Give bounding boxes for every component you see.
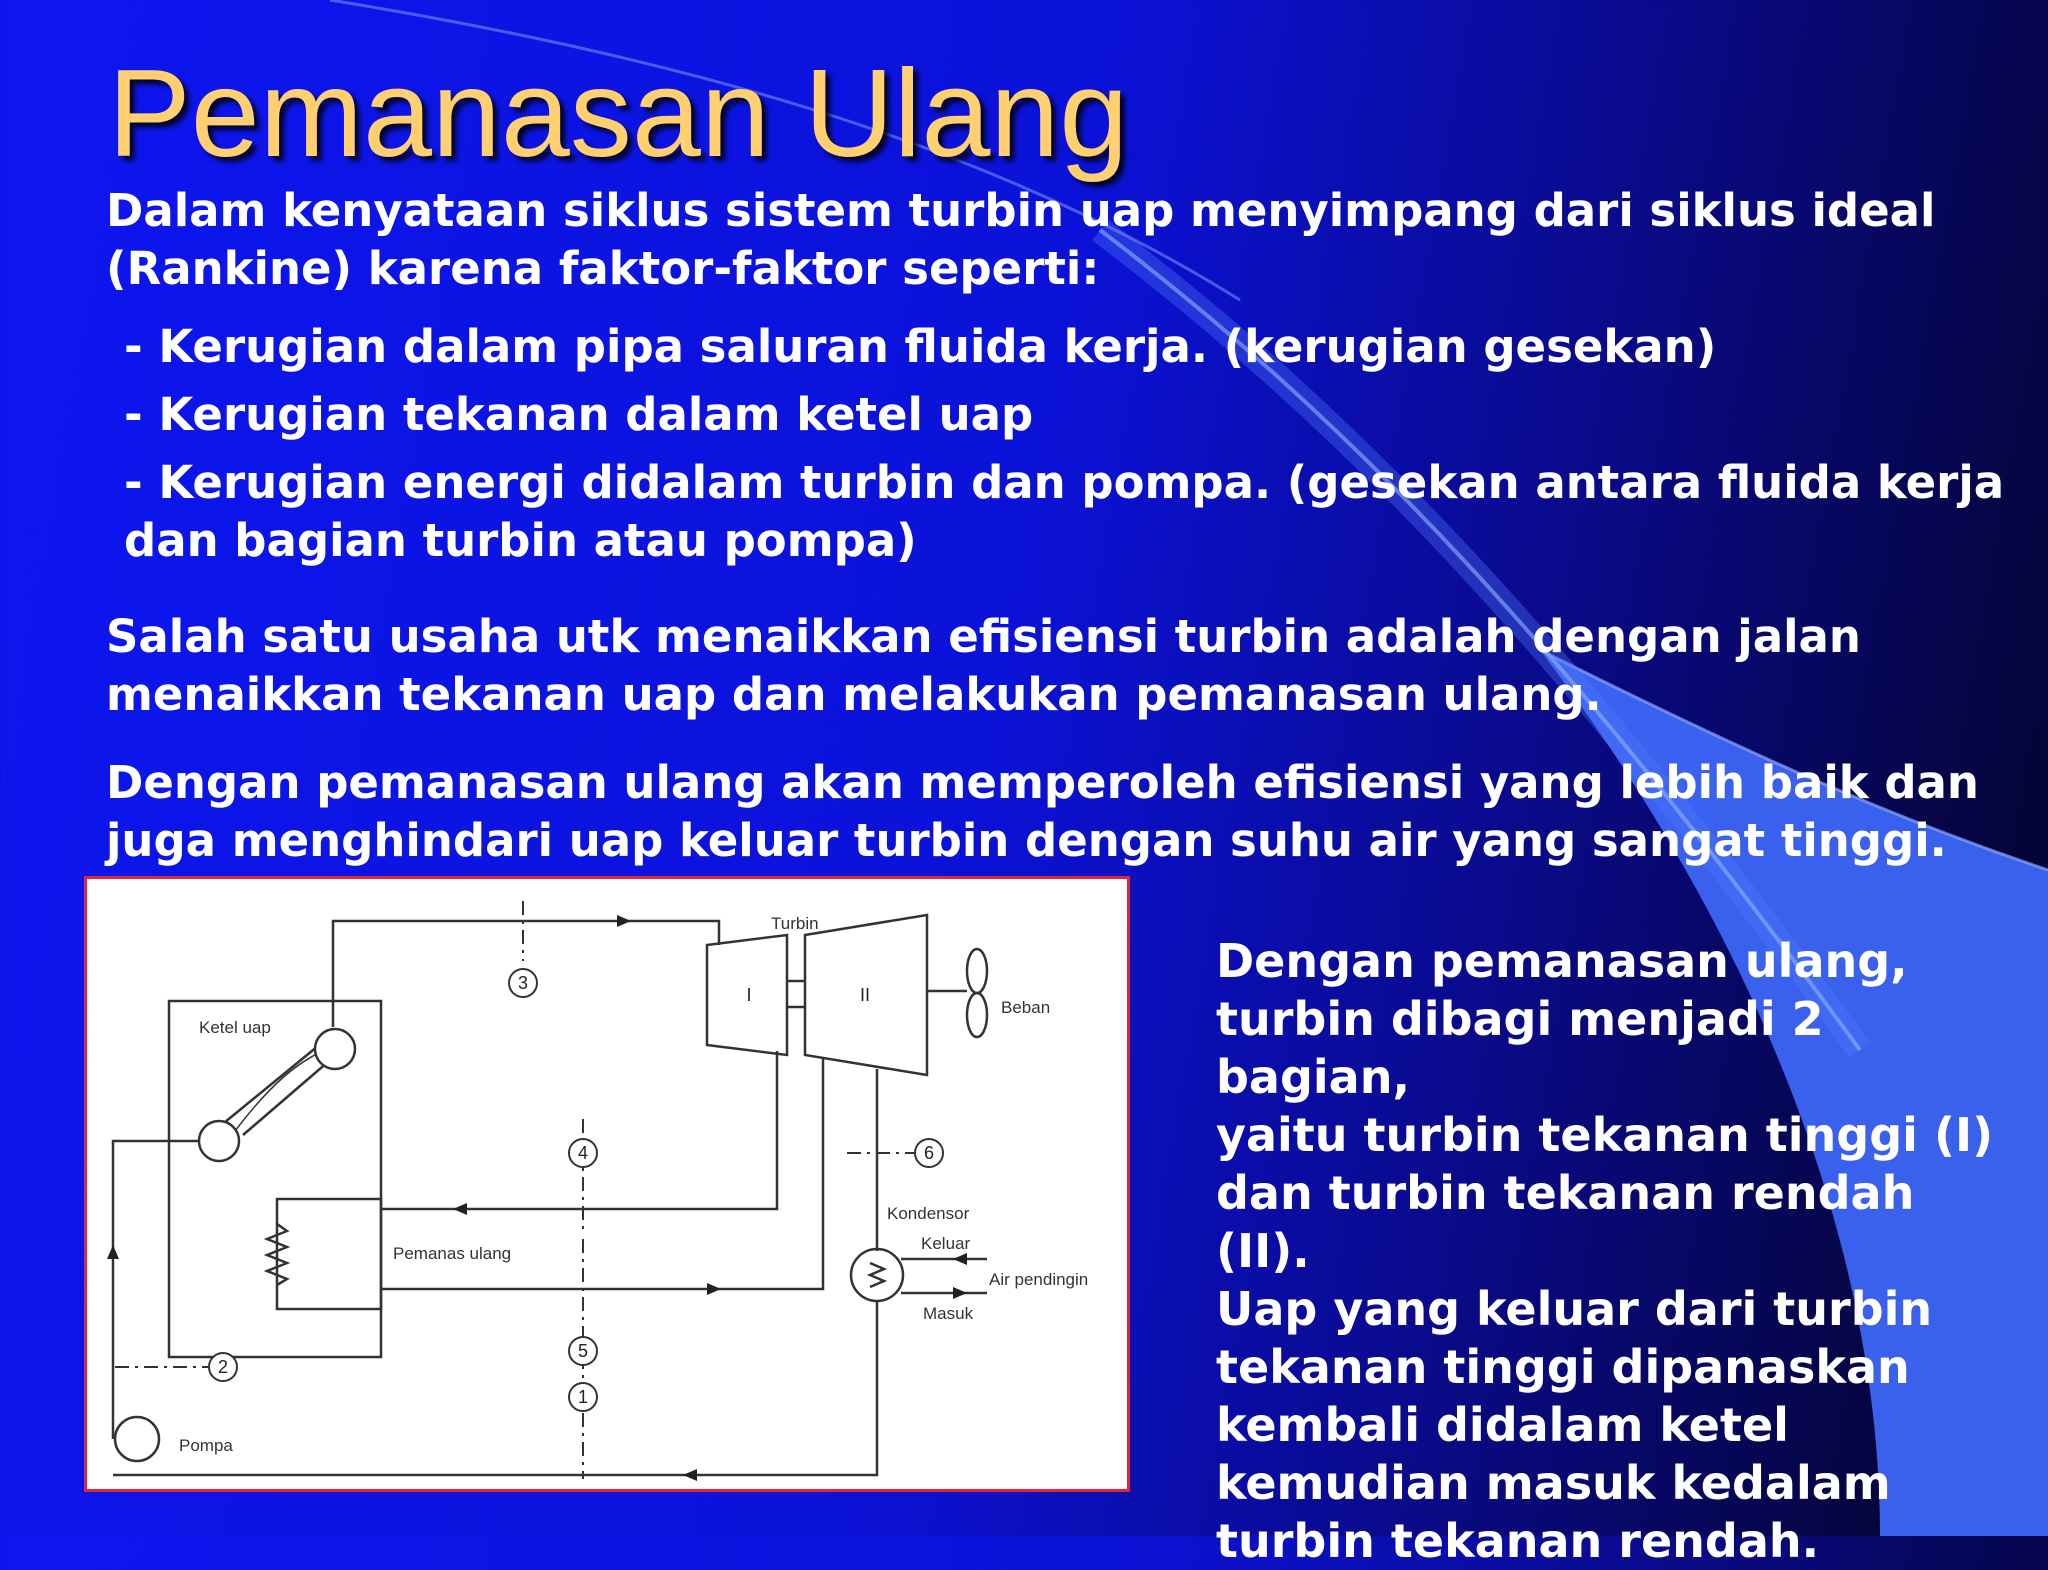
intro-line-2: (Rankine) karena faktor-faktor seperti:	[106, 242, 1100, 295]
point-2-label: 2	[217, 1357, 229, 1377]
reheat-cycle-diagram	[84, 876, 1130, 1492]
para3-line-1: Dengan pemanasan ulang akan memperoleh efisiensi yang lebih baik dan	[106, 756, 1979, 809]
bullet-1: - Kerugian dalam pipa saluran fluida kerja. (kerugian gesekan)	[124, 320, 1717, 373]
bullet-3-continuation: dan bagian turbin atau pompa)	[124, 514, 917, 567]
label-ketel-uap: Ketel uap	[199, 1018, 271, 1037]
upper-drum	[315, 1029, 355, 1069]
label-air-pendingin: Air pendingin	[989, 1270, 1089, 1289]
load-blade-top	[967, 949, 987, 993]
point-5-label: 5	[577, 1341, 589, 1361]
diagram-svg	[87, 879, 1127, 1489]
pump	[115, 1417, 159, 1461]
right-line-8: kemudian masuk kedalam	[1216, 1456, 1891, 1510]
load-blade-bottom	[967, 993, 987, 1037]
condenser	[851, 1249, 903, 1301]
label-masuk: Masuk	[923, 1304, 974, 1323]
para2-line-2: menaikkan tekanan uap dan melakukan pemanasan ulang.	[106, 668, 1602, 721]
label-stage-2: II	[859, 985, 871, 1005]
label-stage-1: I	[746, 985, 752, 1005]
right-paragraph	[1216, 932, 2016, 1570]
point-1-label: 1	[577, 1387, 589, 1407]
bullet-3: - Kerugian energi didalam turbin dan pompa. (gesekan antara fluida kerja	[124, 456, 2005, 509]
right-line-3: yaitu turbin tekanan tinggi (I)	[1216, 1108, 1994, 1162]
para3-line-2: juga menghindari uap keluar turbin dengan suhu air yang sangat tinggi.	[106, 814, 1947, 867]
intro-line-1: Dalam kenyataan siklus sistem turbin uap menyimpang dari siklus ideal	[106, 184, 1936, 237]
right-line-6: tekanan tinggi dipanaskan	[1216, 1340, 1910, 1394]
right-line-7: kembali didalam ketel	[1216, 1398, 1789, 1452]
right-line-5: Uap yang keluar dari turbin	[1216, 1282, 1933, 1336]
label-kondensor: Kondensor	[887, 1204, 970, 1223]
para2-line-1: Salah satu usaha utk menaikkan efisiensi turbin adalah dengan jalan	[106, 610, 1861, 663]
label-pompa: Pompa	[179, 1436, 233, 1455]
point-3-label: 3	[517, 973, 529, 993]
right-line-4: dan turbin tekanan rendah (II).	[1216, 1166, 1915, 1278]
right-line-2: turbin dibagi menjadi 2 bagian,	[1216, 992, 1824, 1104]
label-turbin: Turbin	[771, 914, 819, 933]
reheater-box	[277, 1199, 381, 1309]
point-4-label: 4	[577, 1143, 589, 1163]
right-line-1: Dengan pemanasan ulang,	[1216, 934, 1908, 988]
right-line-9: turbin tekanan rendah.	[1216, 1514, 1820, 1568]
label-keluar: Keluar	[921, 1234, 971, 1253]
lower-drum	[199, 1121, 239, 1161]
bullet-2: - Kerugian tekanan dalam ketel uap	[124, 388, 1034, 441]
point-6-label: 6	[923, 1143, 935, 1163]
label-pemanas-ulang: Pemanas ulang	[393, 1244, 512, 1263]
label-beban: Beban	[1001, 998, 1051, 1017]
slide-title: Pemanasan Ulang	[108, 45, 1129, 183]
